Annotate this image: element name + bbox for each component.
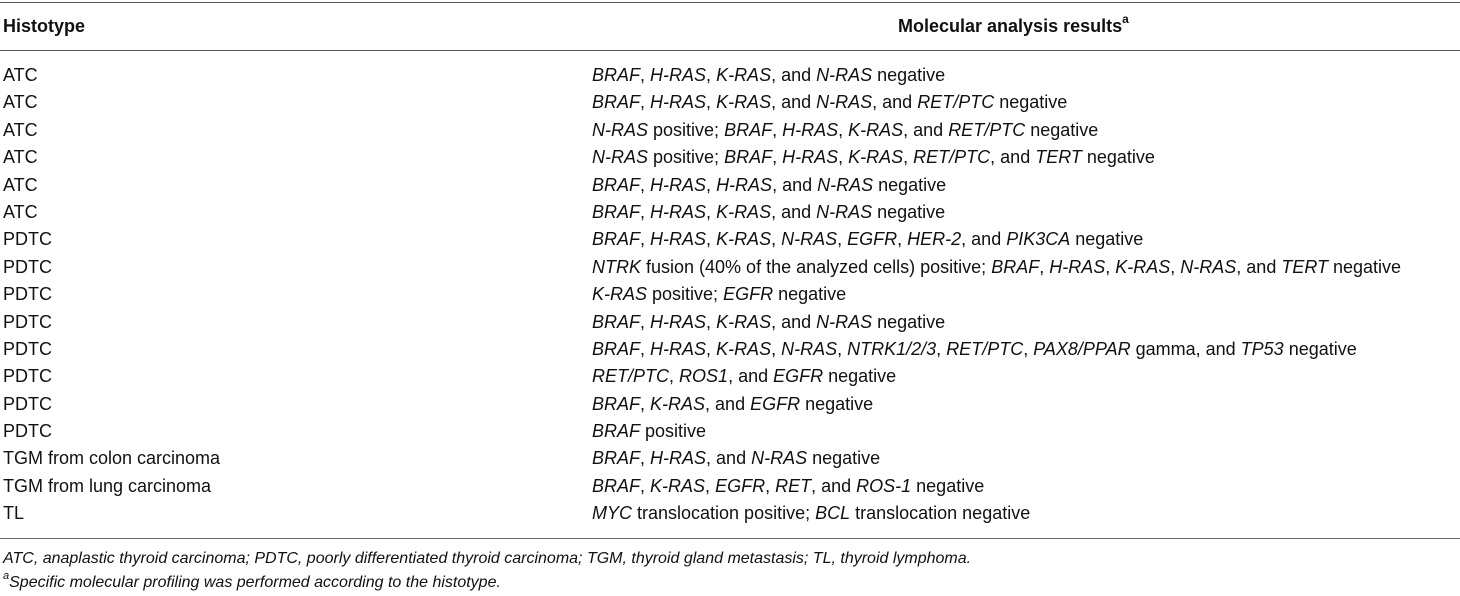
table-row: [0, 118, 1460, 145]
result-text: ,: [771, 229, 782, 250]
result-text: negative: [911, 475, 985, 496]
table-row: [0, 474, 1460, 501]
table-row: [0, 446, 1460, 473]
result-text: , and: [903, 119, 949, 140]
cell-histotype: PDTC: [3, 284, 52, 305]
gene-name: BRAF: [592, 338, 641, 359]
table-row: [0, 90, 1460, 117]
cell-molecular-result: [592, 419, 706, 443]
gene-name: NTRK: [592, 256, 641, 277]
gene-name: BRAF: [991, 256, 1040, 277]
header-rule: [0, 50, 1460, 51]
result-text: , and: [706, 448, 752, 469]
gene-name: MYC: [592, 503, 632, 524]
gene-name: N-RAS: [781, 338, 838, 359]
result-text: ,: [705, 475, 716, 496]
table-row: [0, 419, 1460, 446]
gene-name: K-RAS: [650, 393, 706, 414]
gene-name: H-RAS: [716, 174, 773, 195]
result-text: , and: [771, 65, 817, 85]
result-text: , and: [771, 311, 817, 332]
gene-name: NTRK1/2/3: [847, 338, 937, 359]
result-text: ,: [838, 119, 849, 140]
header-footnote-marker: a: [1122, 12, 1129, 26]
result-text: ,: [765, 475, 776, 496]
cell-histotype: PDTC: [3, 421, 52, 442]
result-text: ,: [669, 366, 680, 387]
cell-histotype: PDTC: [3, 338, 52, 359]
result-text: ,: [772, 119, 783, 140]
gene-name: N-RAS: [817, 174, 874, 195]
gene-name: BRAF: [592, 229, 641, 250]
cell-histotype: PDTC: [3, 311, 52, 332]
table-row: [0, 200, 1460, 227]
gene-name: H-RAS: [1049, 256, 1106, 277]
footnote-note-text: Specific molecular profiling was performed according to the histotype.: [9, 574, 501, 591]
result-text: fusion (40% of the analyzed cells) positive;: [641, 256, 992, 277]
result-text: negative: [872, 65, 946, 85]
gene-name: RET/PTC: [913, 147, 991, 168]
cell-molecular-result: [592, 364, 896, 388]
gene-name: H-RAS: [650, 229, 707, 250]
table-row: [0, 282, 1460, 309]
result-text: negative: [994, 92, 1068, 113]
cell-molecular-result: [592, 90, 1067, 114]
result-text: , and: [990, 147, 1036, 168]
result-text: ,: [936, 338, 947, 359]
cell-histotype: ATC: [3, 147, 38, 168]
result-text: positive;: [647, 284, 724, 305]
result-text: , and: [705, 393, 751, 414]
gene-name: BRAF: [592, 475, 641, 496]
result-text: ,: [838, 147, 849, 168]
gene-name: RET: [775, 475, 812, 496]
gene-name: EGFR: [723, 284, 774, 305]
cell-molecular-result: [592, 446, 880, 470]
table-bottom-rule: [0, 538, 1460, 539]
result-text: ,: [640, 393, 651, 414]
cell-molecular-result: [592, 255, 1401, 279]
gene-name: H-RAS: [782, 147, 839, 168]
result-text: , and: [872, 92, 918, 113]
gene-name: BRAF: [592, 393, 641, 414]
result-text: negative: [1025, 119, 1099, 140]
gene-name: BRAF: [592, 92, 641, 113]
cell-histotype: PDTC: [3, 366, 52, 387]
cell-histotype: TGM from lung carcinoma: [3, 475, 212, 496]
result-text: positive: [640, 421, 707, 442]
result-text: ,: [640, 92, 651, 113]
cell-molecular-result: [592, 200, 945, 224]
gene-name: BRAF: [592, 201, 641, 222]
cell-histotype: PDTC: [3, 393, 52, 414]
result-text: , and: [728, 366, 774, 387]
gene-name: N-RAS: [751, 448, 808, 469]
gene-name: K-RAS: [1115, 256, 1171, 277]
result-text: negative: [807, 448, 881, 469]
gene-name: H-RAS: [650, 201, 707, 222]
result-text: ,: [771, 338, 782, 359]
gene-name: HER-2: [907, 229, 962, 250]
result-text: negative: [1328, 256, 1402, 277]
result-text: ,: [640, 338, 651, 359]
gene-name: K-RAS: [716, 201, 772, 222]
result-text: translocation negative: [850, 503, 1031, 524]
cell-histotype: TL: [3, 503, 25, 524]
table-row: [0, 255, 1460, 282]
table-row: [0, 501, 1460, 528]
gene-name: TERT: [1035, 147, 1082, 168]
gene-name: H-RAS: [650, 448, 707, 469]
gene-name: N-RAS: [1180, 256, 1237, 277]
result-text: ,: [640, 311, 651, 332]
result-text: ,: [706, 201, 717, 222]
gene-name: H-RAS: [650, 174, 707, 195]
gene-name: RET/PTC: [917, 92, 995, 113]
gene-name: K-RAS: [592, 284, 648, 305]
result-text: , and: [772, 174, 818, 195]
gene-name: RET/PTC: [946, 338, 1024, 359]
gene-name: BCL: [815, 503, 851, 524]
result-text: negative: [873, 174, 947, 195]
result-text: ,: [837, 338, 848, 359]
gene-name: N-RAS: [592, 119, 649, 140]
gene-name: N-RAS: [592, 147, 649, 168]
gene-name: N-RAS: [781, 229, 838, 250]
gene-name: TP53: [1240, 338, 1284, 359]
table-row: [0, 310, 1460, 337]
gene-name: K-RAS: [848, 147, 904, 168]
gene-name: K-RAS: [650, 475, 706, 496]
gene-name: EGFR: [773, 366, 824, 387]
result-text: ,: [640, 201, 651, 222]
gene-name: ROS-1: [856, 475, 912, 496]
cell-histotype: ATC: [3, 119, 38, 140]
gene-name: BRAF: [592, 311, 641, 332]
footnote-abbreviations: ATC, anaplastic thyroid carcinoma; PDTC, poorly differentiated thyroid carcinoma; TGM, thyroid gland metastasis; TL, thyroid lymphoma.: [3, 550, 972, 567]
result-text: ,: [1023, 338, 1034, 359]
gene-name: BRAF: [592, 448, 641, 469]
header-histotype: Histotype: [3, 16, 86, 36]
result-text: ,: [837, 229, 848, 250]
result-text: ,: [640, 448, 651, 469]
result-text: negative: [1081, 147, 1155, 168]
result-text: negative: [1283, 338, 1357, 359]
gene-name: N-RAS: [816, 311, 873, 332]
cell-molecular-result: [592, 227, 1143, 251]
gene-name: BRAF: [724, 119, 773, 140]
result-text: positive;: [648, 119, 725, 140]
result-text: ,: [1039, 256, 1050, 277]
header-results-label: Molecular analysis results: [898, 16, 1123, 36]
result-text: ,: [706, 229, 717, 250]
cell-molecular-result: [592, 501, 1030, 525]
result-text: ,: [1105, 256, 1116, 277]
result-text: negative: [800, 393, 874, 414]
gene-name: PAX8/PPAR: [1033, 338, 1131, 359]
gene-name: ROS1: [679, 366, 729, 387]
gene-name: TERT: [1281, 256, 1329, 277]
result-text: ,: [1170, 256, 1181, 277]
result-text: negative: [872, 201, 946, 222]
cell-molecular-result: [592, 173, 946, 197]
table-row: [0, 364, 1460, 391]
table-row: [0, 173, 1460, 200]
result-text: negative: [823, 366, 897, 387]
table-row: [0, 145, 1460, 172]
result-text: gamma, and: [1130, 338, 1241, 359]
gene-name: RET/PTC: [948, 119, 1026, 140]
result-text: ,: [640, 65, 651, 85]
gene-name: BRAF: [724, 147, 773, 168]
gene-name: BRAF: [592, 174, 641, 195]
gene-name: BRAF: [592, 421, 641, 442]
gene-name: EGFR: [715, 475, 766, 496]
gene-name: BRAF: [592, 65, 641, 85]
gene-name: H-RAS: [650, 92, 707, 113]
cell-molecular-result: [592, 145, 1155, 169]
footnote-note: [3, 569, 501, 594]
table-row: [0, 63, 1460, 90]
table-body: [0, 63, 1460, 529]
gene-name: H-RAS: [650, 311, 707, 332]
result-text: ,: [706, 311, 717, 332]
gene-name: EGFR: [847, 229, 898, 250]
cell-molecular-result: [592, 63, 945, 87]
table-top-rule: [0, 2, 1460, 3]
gene-name: N-RAS: [816, 201, 873, 222]
result-text: ,: [706, 174, 717, 195]
gene-name: K-RAS: [716, 92, 772, 113]
result-text: ,: [706, 65, 717, 85]
result-text: ,: [640, 475, 651, 496]
cell-histotype: ATC: [3, 65, 38, 85]
cell-histotype: ATC: [3, 174, 38, 195]
cell-molecular-result: [592, 282, 846, 306]
gene-name: K-RAS: [848, 119, 904, 140]
cell-molecular-result: [592, 337, 1357, 361]
gene-name: H-RAS: [650, 338, 707, 359]
result-text: negative: [1070, 229, 1144, 250]
table-row: [0, 392, 1460, 419]
gene-name: EGFR: [750, 393, 801, 414]
cell-histotype: PDTC: [3, 229, 52, 250]
cell-molecular-result: [592, 392, 873, 416]
cell-molecular-result: [592, 118, 1098, 142]
cell-histotype: ATC: [3, 201, 38, 222]
result-text: ,: [706, 338, 717, 359]
cell-molecular-result: [592, 310, 945, 334]
cell-histotype: ATC: [3, 92, 38, 113]
table-row: [0, 337, 1460, 364]
gene-name: H-RAS: [650, 65, 707, 85]
result-text: negative: [872, 311, 946, 332]
gene-name: K-RAS: [716, 338, 772, 359]
result-text: , and: [811, 475, 857, 496]
cell-histotype: TGM from colon carcinoma: [3, 448, 221, 469]
gene-name: K-RAS: [716, 311, 772, 332]
result-text: positive;: [648, 147, 725, 168]
gene-name: N-RAS: [816, 92, 873, 113]
gene-name: PIK3CA: [1006, 229, 1071, 250]
result-text: ,: [897, 229, 908, 250]
result-text: , and: [961, 229, 1007, 250]
header-molecular-results: [898, 14, 1129, 38]
result-text: , and: [771, 201, 817, 222]
gene-name: N-RAS: [816, 65, 873, 85]
result-text: ,: [706, 92, 717, 113]
result-text: ,: [640, 174, 651, 195]
cell-molecular-result: [592, 474, 984, 498]
result-text: translocation positive;: [632, 503, 816, 524]
result-text: ,: [903, 147, 914, 168]
result-text: negative: [773, 284, 847, 305]
gene-name: K-RAS: [716, 65, 772, 85]
result-text: , and: [1236, 256, 1282, 277]
result-text: ,: [772, 147, 783, 168]
table-row: [0, 227, 1460, 254]
result-text: , and: [771, 92, 817, 113]
gene-name: H-RAS: [782, 119, 839, 140]
gene-name: RET/PTC: [592, 366, 670, 387]
cell-histotype: PDTC: [3, 256, 52, 277]
result-text: ,: [640, 229, 651, 250]
gene-name: K-RAS: [716, 229, 772, 250]
footnote-marker: a: [3, 569, 10, 582]
